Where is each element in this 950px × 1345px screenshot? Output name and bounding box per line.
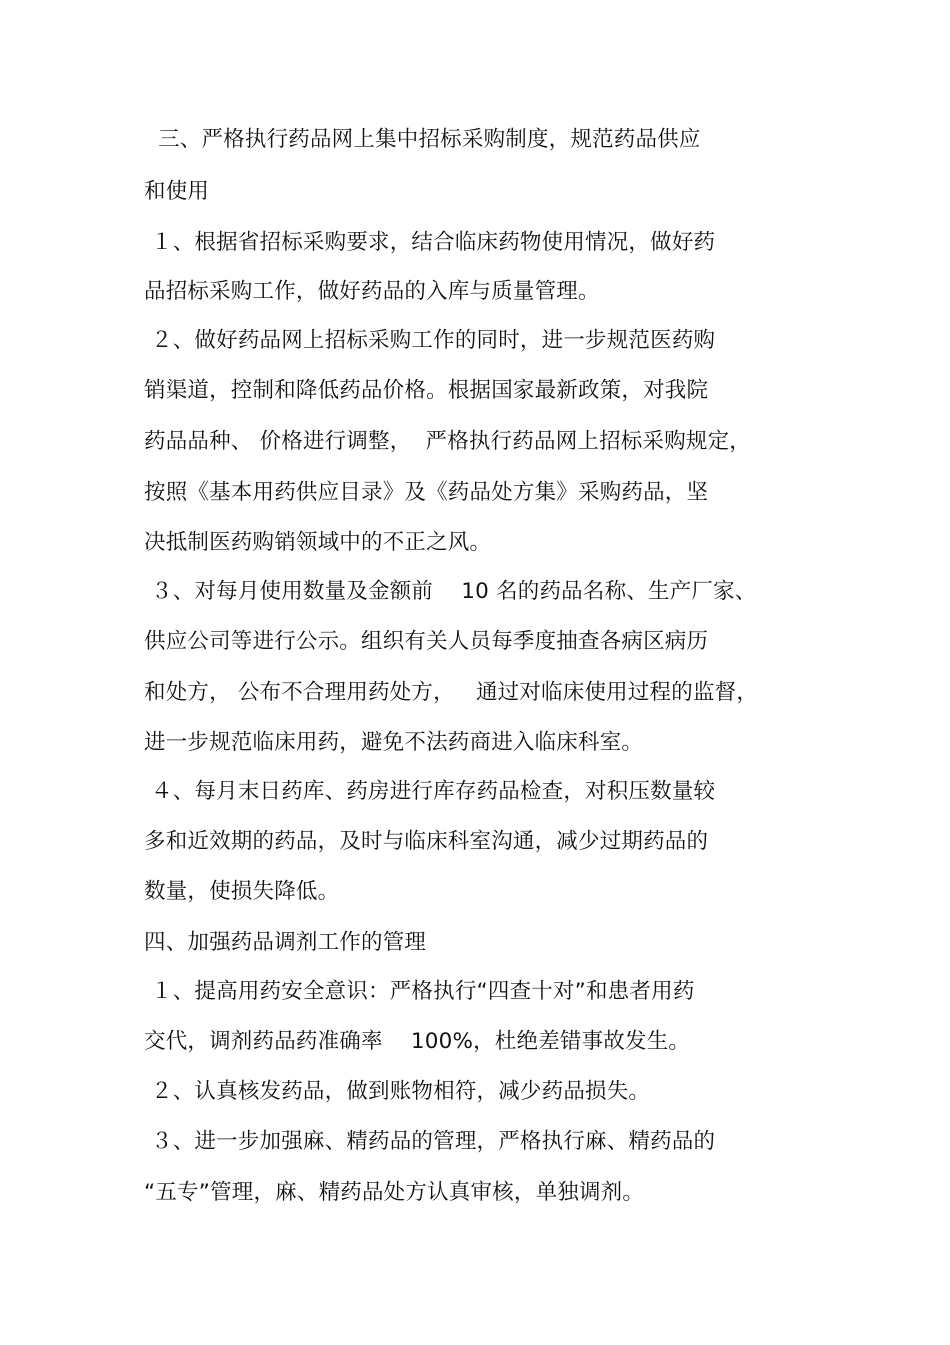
text-line: 品招标采购工作，做好药品的入库与质量管理。 xyxy=(144,279,600,304)
text-line: ３、进一步加强麻、精药品的管理，严格执行麻、精药品的 xyxy=(144,1129,716,1154)
text-line: 药品品种、 价格进行调整， 严格执行药品网上招标采购规定， xyxy=(144,429,752,454)
text-line: １、根据省招标采购要求，结合临床药物使用情况，做好药 xyxy=(144,230,716,255)
text-line: ２、认真核发药品，做到账物相符，减少药品损失。 xyxy=(144,1079,651,1104)
text-line: 和处方， 公布不合理用药处方， 通过对临床使用过程的监督， xyxy=(144,680,759,705)
text-line: “五专”管理，麻、精药品处方认真审核，单独调剂。 xyxy=(144,1180,645,1205)
text-line: 供应公司等进行公示。组织有关人员每季度抽查各病区病历 xyxy=(144,629,709,654)
section-heading-3: 三、严格执行药品网上集中招标采购制度，规范药品供应 xyxy=(144,127,701,152)
text-line: ２、做好药品网上招标采购工作的同时，进一步规范医药购 xyxy=(144,328,716,353)
text-line: 进一步规范临床用药，避免不法药商进入临床科室。 xyxy=(144,730,644,755)
text-line: 按照《基本用药供应目录》及《药品处方集》采购药品，坚 xyxy=(144,480,709,505)
text-line: 交代，调剂药品药准确率 100%，杜绝差错事故发生。 xyxy=(144,1029,691,1054)
text-line: 多和近效期的药品，及时与临床科室沟通，减少过期药品的 xyxy=(144,829,709,854)
text-line: 数量，使损失降低。 xyxy=(144,879,340,904)
text-line: 销渠道，控制和降低药品价格。根据国家最新政策，对我院 xyxy=(144,378,709,403)
text-line: ３、对每月使用数量及金额前 10 名的药品名称、生产厂家、 xyxy=(144,579,757,604)
text-line: １、提高用药安全意识：严格执行“四查十对”和患者用药 xyxy=(144,979,695,1004)
text-line: 决抵制医药购销领域中的不正之风。 xyxy=(144,530,492,555)
section-heading-4: 四、加强药品调剂工作的管理 xyxy=(144,930,427,955)
text-line: 和使用 xyxy=(144,179,210,204)
text-line: ４、每月末日药库、药房进行库存药品检查，对积压数量较 xyxy=(144,779,716,804)
